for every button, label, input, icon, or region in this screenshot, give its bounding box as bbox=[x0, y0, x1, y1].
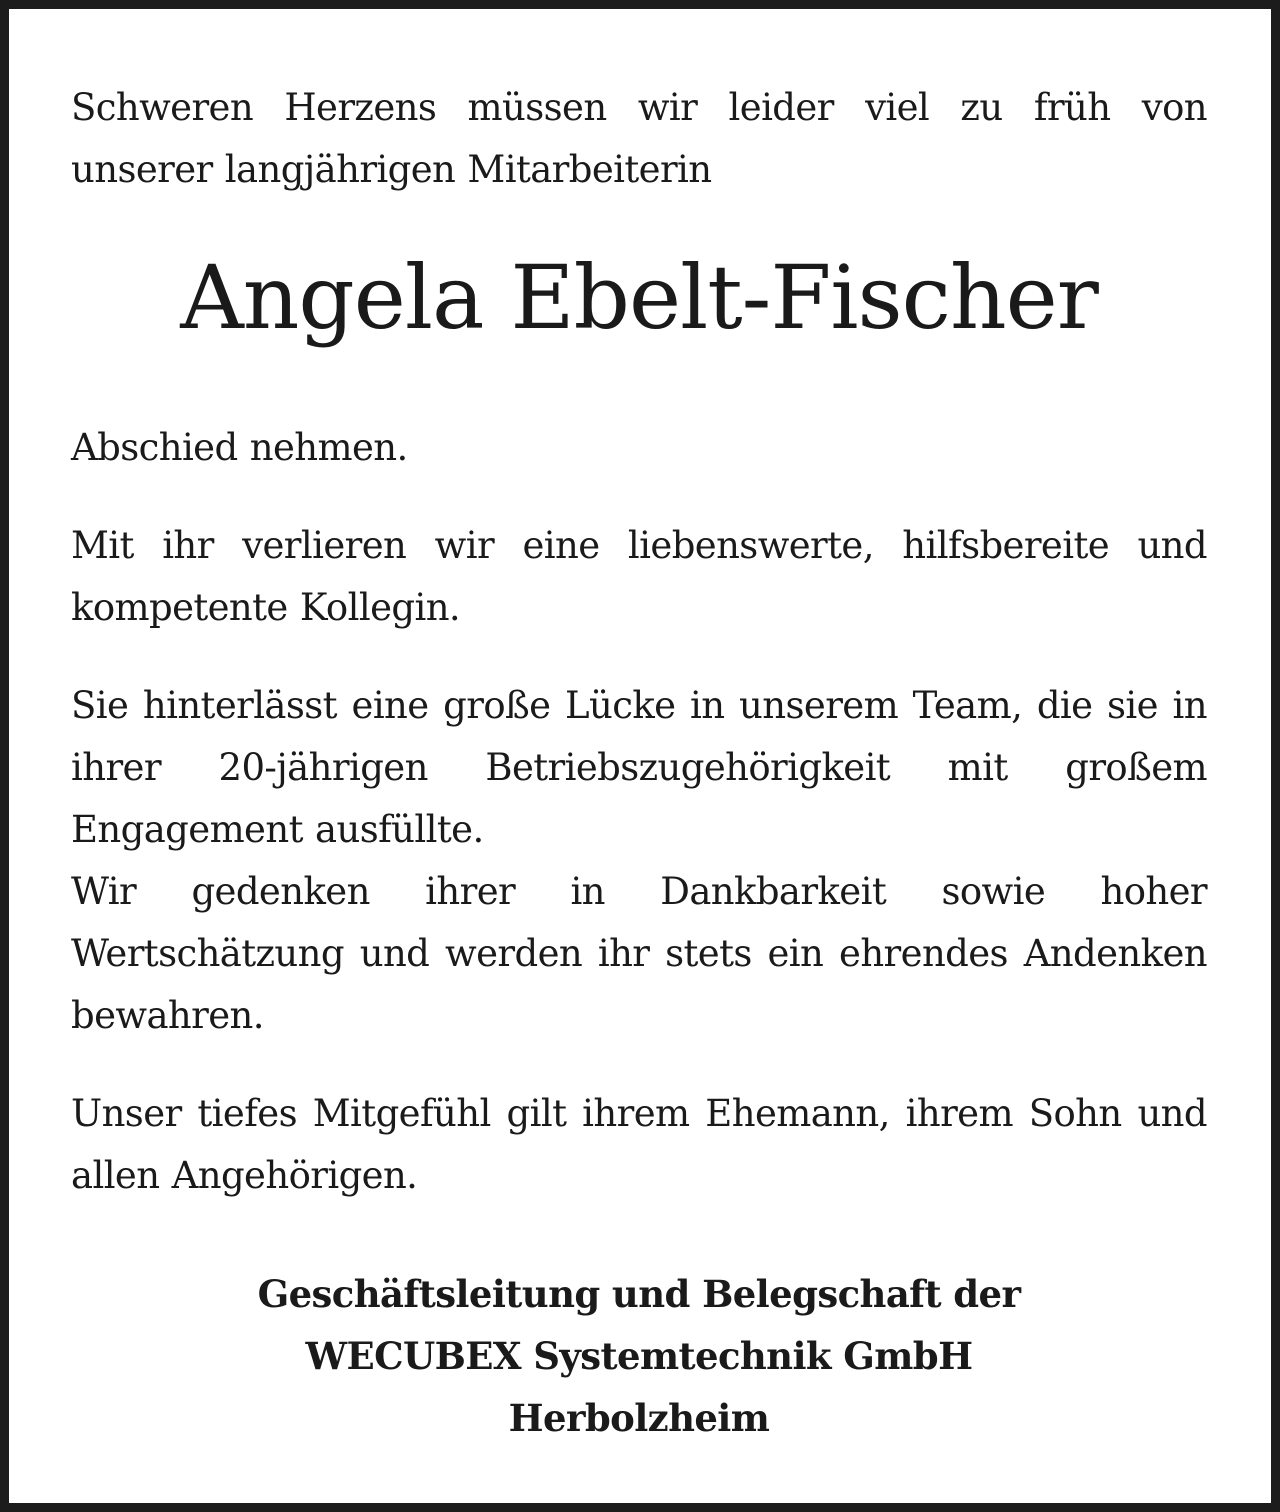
paragraph-condolences: Unser tiefes Mitgefühl gilt ihrem Ehemann, ihrem Sohn und allen Angehörigen. bbox=[71, 1092, 1207, 1197]
paragraph-colleague: Mit ihr verlieren wir eine liebenswerte, hilfsbereite und kompetente Kollegin. bbox=[71, 524, 1207, 629]
signature-line-location: Herbolzheim bbox=[508, 1396, 770, 1440]
signature-line-company: WECUBEX Systemtechnik GmbH bbox=[305, 1334, 973, 1378]
signature-block bbox=[71, 1263, 1207, 1449]
paragraph-remembrance: Wir gedenken ihrer in Dankbarkeit sowie hoher Wertschätzung und werden ihr stets ein ehrendes Andenken bewahren. bbox=[71, 870, 1207, 1037]
deceased-name: Angela Ebelt-Fischer bbox=[180, 246, 1098, 349]
farewell-text: Abschied nehmen. bbox=[71, 426, 408, 469]
intro-text: Schweren Herzens müssen wir leider viel zu früh von unserer langjährigen Mitarbeiterin bbox=[71, 86, 1207, 191]
paragraph-team-gap: Sie hinterlässt eine große Lücke in unserem Team, die sie in ihrer 20-jährigen Betriebszugehörigkeit mit großem Engagement ausfüllte. bbox=[71, 684, 1207, 851]
signature-line-management: Geschäftsleitung und Belegschaft der bbox=[257, 1272, 1021, 1316]
